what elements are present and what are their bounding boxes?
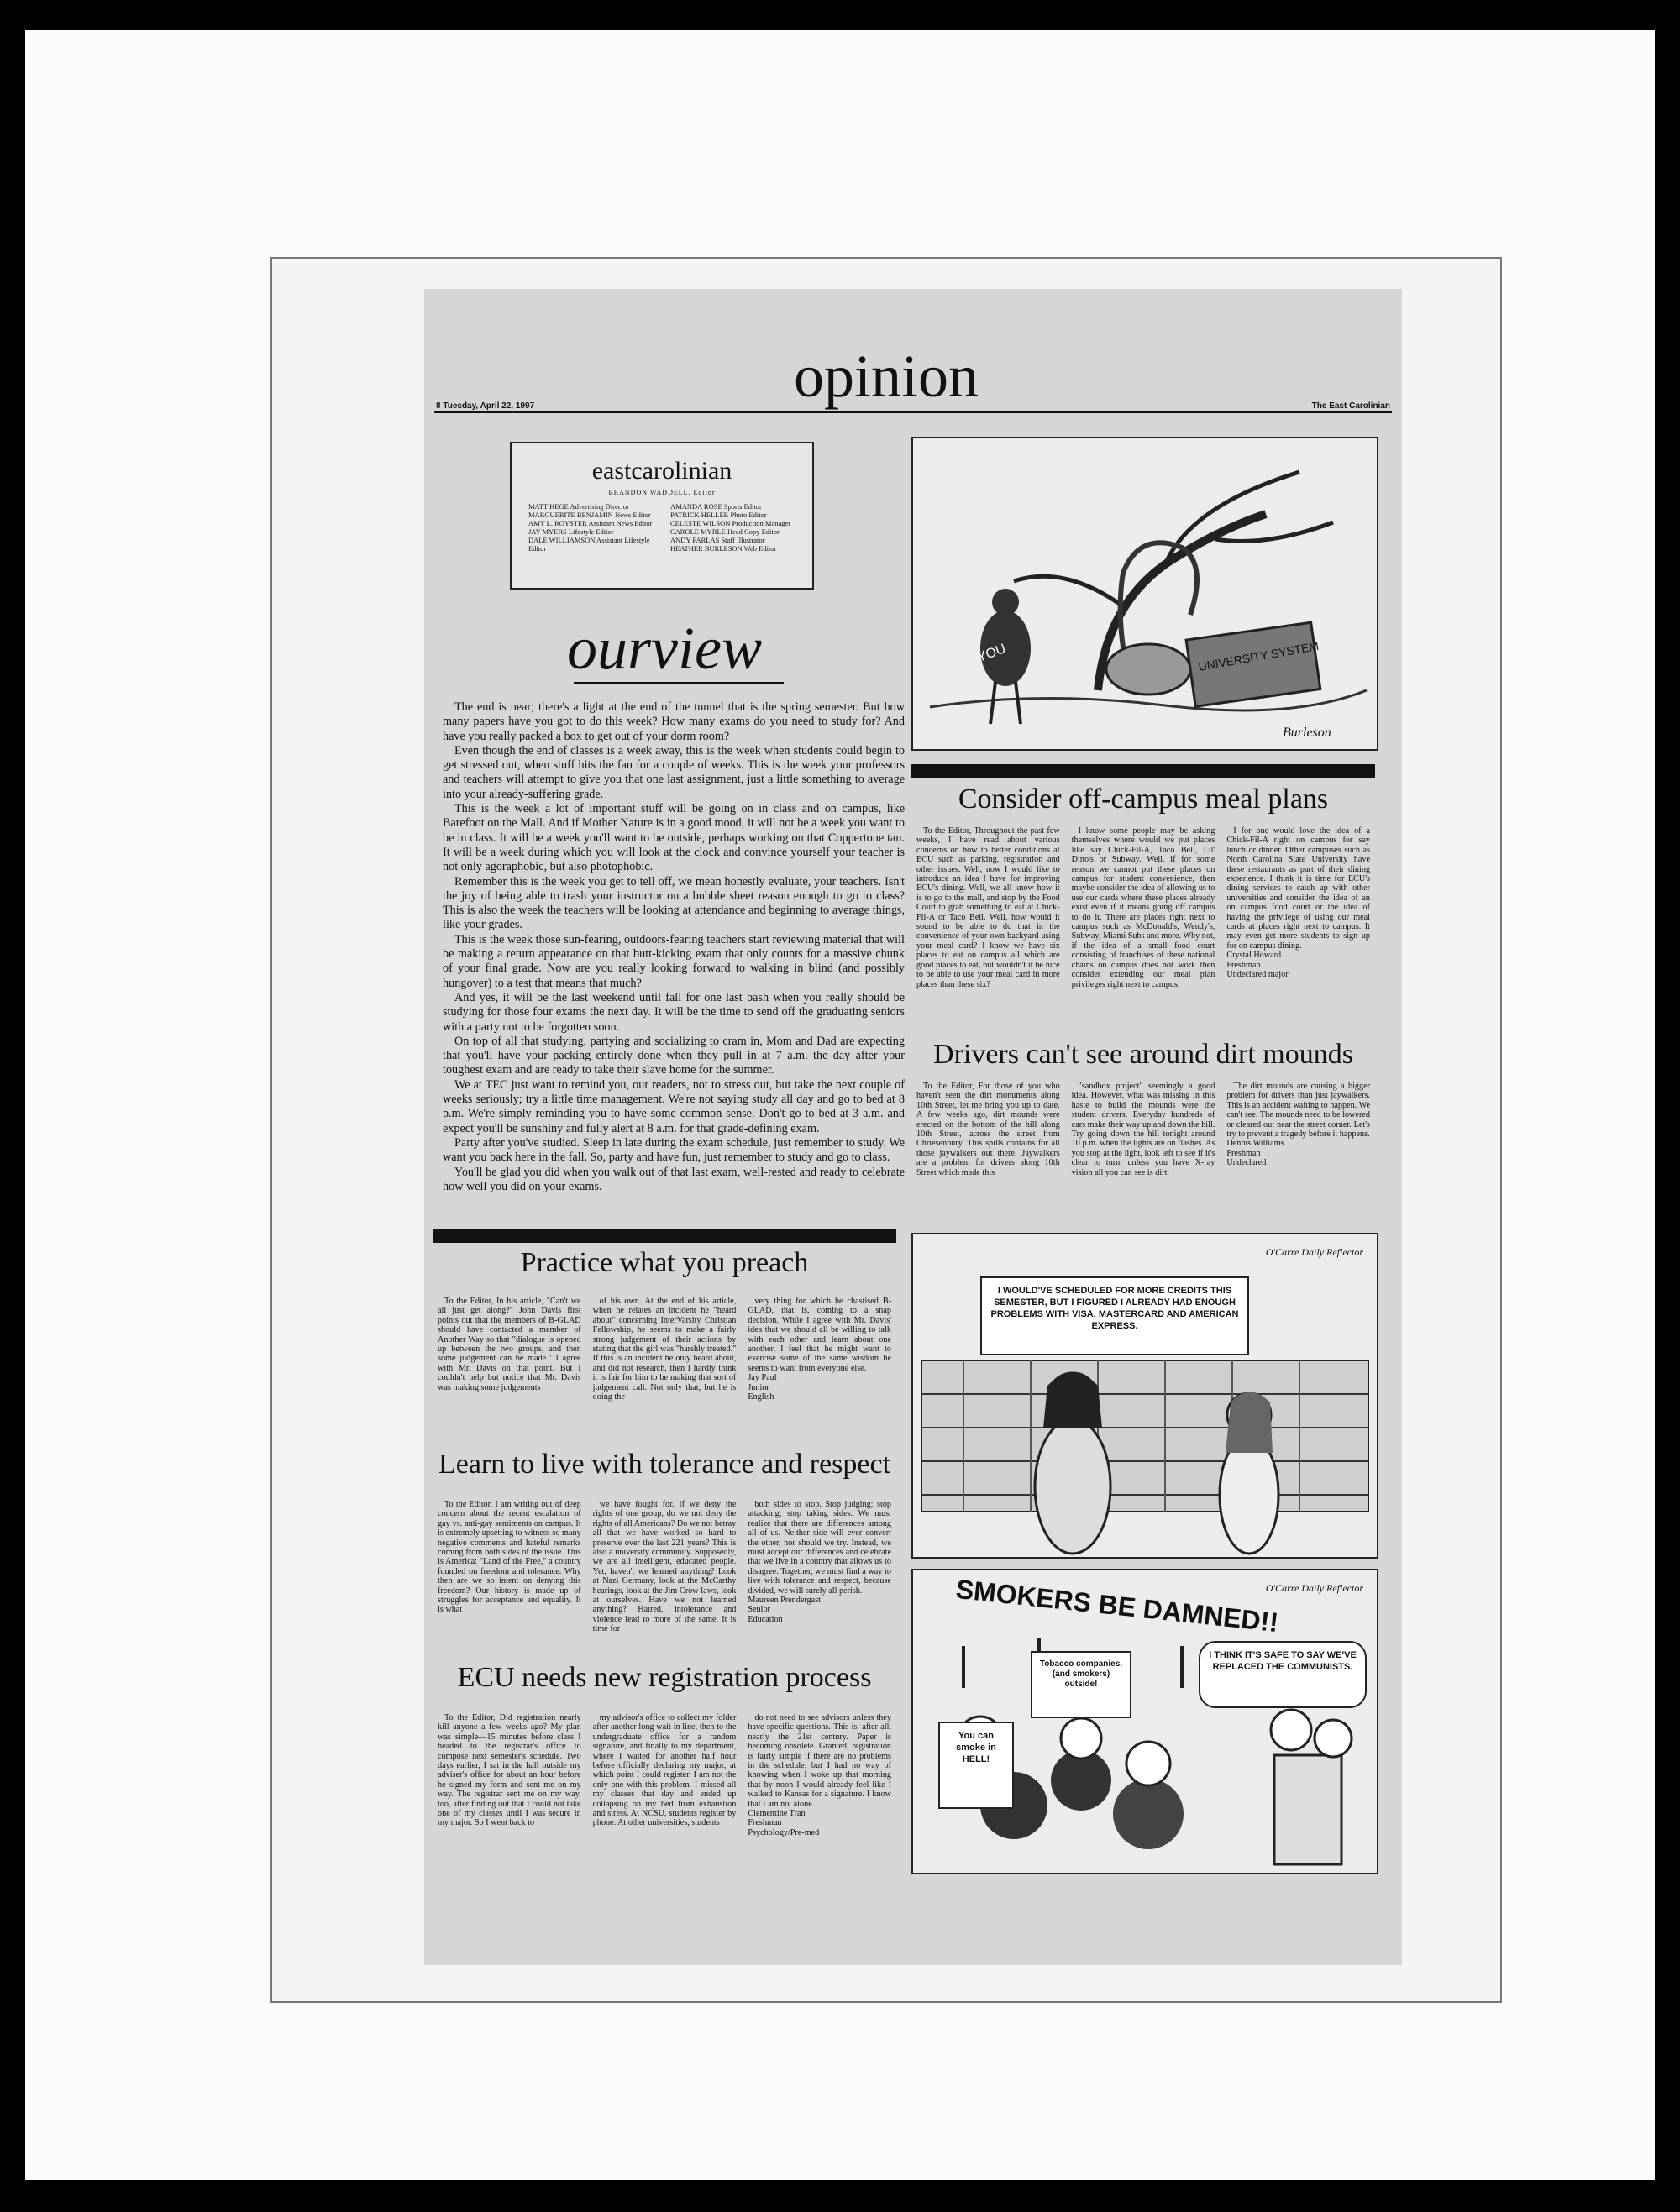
cartoon-signature: O'Carre Daily Reflector — [1265, 1246, 1363, 1258]
letter-signature: English — [748, 1392, 774, 1402]
letter-signature: Clementine Tran — [748, 1809, 806, 1819]
editorial-paragraph: This is the week a lot of important stuff will be going on in class and on campus, like Barefoot on the Mall. And if Mother Nature is in a good mood, it will not be a week you want to be in class. It will be a week you'll want to be outside, perhaps working on that Coppertone tan. It will be a week during which you will look at the clock and convince yourself your teacher is not only agoraphobic, but also photophobic. — [443, 802, 905, 874]
letter-signature: Undeclared major — [1226, 970, 1289, 980]
speech-bubble: I THINK IT'S SAFE TO SAY WE'VE REPLACED THE COMMUNISTS. — [1199, 1641, 1367, 1708]
staff-name: AMANDA ROSE Sports Editor — [670, 502, 762, 511]
editorial-paragraph: This is the week those sun-fearing, outdoors-fearing teachers start reviewing material that will be making a return appearance on that butt-kicking exam that only counts for a massive chunk of your final grade. Now are you really looking forward to walking in blind (and possibly hungover) to a test that means that much? — [443, 932, 905, 990]
masthead-box — [510, 442, 814, 590]
editorial-paragraph: Remember this is the week you get to tell off, we mean honestly evaluate, your teachers. Isn't the joy of being able to trash your instructor on a bubble sheet reason enough to go to class? This is also the week the teachers will be looking at attendance and beginning to average things, like your grades. — [443, 874, 905, 932]
letter-signature: Undeclared — [1226, 1158, 1267, 1168]
letter-signature: Freshman — [1226, 960, 1261, 970]
staff-right-column — [670, 502, 795, 553]
editorial-paragraph: On top of all that studying, partying and socializing to cram in, Mom and Dad are expecting that you'll have your packing entirely done when they pull in at 7 a.m. the day after your toughest exam and are ready to take their slave home for the summer. — [443, 1034, 905, 1077]
letter-signature: Dennis Williams — [1226, 1139, 1284, 1149]
staff-name: PATRICK HELLER Photo Editor — [670, 511, 767, 519]
section-title: opinion — [794, 343, 979, 410]
letter-preach-body — [438, 1297, 891, 1402]
headline-registration: ECU needs new registration process — [457, 1662, 872, 1693]
letter-column: do not need to see advisors unless they have specific questions. This is, after all, nearly the 21st century. Paper is becoming obsolete. Granted, registration is fairly simple if there are no problems in the schedule, but I had no way of knowing when I woke up that morning that by noon I would already feel like I walked to Kansas for a signature. I know that I am not alone. — [748, 1713, 892, 1809]
cartoon-signature: Burleson — [1283, 726, 1331, 740]
staff-name: CELESTE WILSON Production Manager — [670, 519, 791, 527]
smokers-cartoon — [911, 1569, 1378, 1874]
staff-name: CAROLE MYRLE Head Copy Editor — [670, 527, 780, 536]
editorial-paragraph: The end is near; there's a light at the end of the tunnel that is the spring semester. But how many papers have you got to do this week? How many exams do you need to study for? And have you really packed a box to get out of your dorm room? — [443, 700, 905, 743]
headline-preach: Practice what you preach — [520, 1247, 809, 1278]
credit-card-cartoon — [911, 1233, 1378, 1559]
staff-name: ANDY FARLAS Staff Illustrator — [670, 536, 765, 544]
letter-column: To the Editor, Did registration nearly kill anyone a few weeks ago? My plan was simple—15 minutes before class I headed to the registrar's office to compose next semester's schedule. Two days earlier, I sat in the hall outside my adviser's office for about an hour before he signed my form and sent me on my way. The registrar sent me on my way, too, after finding out that I could not take one of my classes until I was secure in my major. So I went back to — [438, 1713, 581, 1828]
header-rule — [434, 411, 1392, 413]
tree-cartoon — [911, 437, 1378, 751]
letter-mounds-body — [916, 1082, 1370, 1177]
you-label: YOU — [975, 642, 1008, 665]
letter-registration-body — [438, 1713, 891, 1837]
letter-column: To the Editor, For those of you who haven't seen the dirt monuments along 10th Street, let me bring you up to date. A few weeks ago, dirt mounds were erected on the bottom of the hill along 10th Street, across the street from Chriesenbury. This spills contains for all those jaywalkers out there. Jaywalkers are a problem for drivers along 10th Street which made this — [916, 1082, 1060, 1177]
section-bar — [911, 764, 1375, 778]
editorial-paragraph: You'll be glad you did when you walk out of that last exam, well-rested and ready to celebrate how well you did on your exams. — [443, 1165, 905, 1193]
staff-name: DALE WILLIAMSON Assistant Lifestyle Editor — [528, 536, 650, 553]
section-bar — [433, 1229, 896, 1243]
staff-name: AMY L. ROYSTER Assistant News Editor — [528, 519, 653, 527]
cartoon-signature: O'Carre Daily Reflector — [1265, 1582, 1363, 1594]
staff-name: MARGUERITE BENJAMIN News Editor — [528, 511, 651, 519]
letter-column: "sandbox project" seemingly a good idea. However, what was missing in this haste to build the mounds were the student drivers. Everyday hundreds of cars make their way up and down the hill. Try going down the hill tonight around 10 p.m. when the lights are on flashes. As you stop at the light, look left to see if it's clear to turn, unless you have X-ray vision all you can see is dirt. — [1071, 1082, 1215, 1177]
editorial-paragraph: We at TEC just want to remind you, our readers, not to stress out, but take the next couple of weeks seriously; try a little time management. We're not saying study all day and go to bed at 8 p.m. We're simply reminding you to have some common sense. Don't go to bed at 3 a.m. and expect you'll be sunshiny and fully alert at 8 a.m. for that grade-defining exam. — [443, 1077, 905, 1135]
letter-signature: Maureen Prendergast — [748, 1596, 822, 1606]
editorial-body — [443, 700, 905, 1194]
letter-column: I know some people may be asking themselves where would we put places like say Chick-Fil-A, Taco Bell, Lil' Dino's or Subway. Well, if for some reason we cannot put these places on campus for student convenience, then maybe consider the idea of allowing us to use our cards where these places already exist even if it means going off campus to do it. There are places right next to campus such as McDonald's, Wendy's, Subway, Miami Subs and more. Why not, if the idea of a small food court consisting of franchises of these national chains on campus does not work then consider extending our meal plan privileges right next to campus. — [1071, 826, 1215, 989]
protest-sign: You can smoke in HELL! — [938, 1722, 1014, 1809]
newspaper-page — [424, 289, 1402, 1965]
letter-signature: Education — [748, 1614, 783, 1624]
protest-sign: Tobacco companies, (and smokers) outside! — [1031, 1651, 1131, 1718]
editorial-paragraph: Party after you've studied. Sleep in late during the exam schedule, just remember to study. We want you back here in the fall. So, party and have fun, just remember to study and go to class. — [443, 1135, 905, 1165]
letter-column: To the Editor, Throughout the past few weeks, I have read about various concerns on how to better conditions at ECU such as parking, registration and other issues. Well, now I would like to introduce an idea I have for improving ECU's dining. Well, we all know how it is to go to the mall, and stop by the Food Court to grab something to eat at Chick-Fil-A or Taco Bell. Well, how would it sound to be able to do that in the convenience of your own backyard using your meal card? I know we have six places to eat on campus all which are good places to eat, but wouldn't it be nice to be able to use your meal card in more places than these six? — [916, 826, 1060, 989]
letter-signature: Senior — [748, 1605, 770, 1615]
letter-signature: Jay Paul — [748, 1373, 777, 1383]
letter-signature: Psychology/Pre-med — [748, 1827, 820, 1837]
letter-signature: Crystal Howard — [1226, 951, 1282, 961]
tree-cartoon-drawing — [913, 438, 1377, 749]
speech-bubble: I WOULD'VE SCHEDULED FOR MORE CREDITS THIS SEMESTER, BUT I FIGURED I ALREADY HAD ENOUGH PROBLEMS WITH VISA, MASTERCARD AND AMERICAN EXPRESS. — [980, 1276, 1249, 1355]
headline-meal: Consider off-campus meal plans — [958, 784, 1329, 815]
editorial-paragraph: Even though the end of classes is a week away, this is the week when students could begin to get stressed out, when stuff hits the fan for a couple of weeks. This is the week your professors and teachers will attempt to give you that one last assignment, just a little something to average into your already-suffering grade. — [443, 743, 905, 801]
letter-column: both sides to stop. Stop judging; stop attacking; stop taking sides. We must realize that there are differences among all of us. Neither side will ever convert the other, nor should we try. Instead, we must accept our differences and celebrate that we live in a country that allows us to disagree. Together, we must find a way to live with tolerance and respect, because divided, we will surely all perish. — [748, 1500, 892, 1596]
ourview-title: ourview — [567, 615, 762, 682]
headline-tolerance: Learn to live with tolerance and respect — [438, 1449, 891, 1480]
letter-tolerance-body — [438, 1500, 891, 1634]
letter-column: I for one would love the idea of a Chick-Fil-A right on campus for say lunch or dinner. Other campuses such as North Carolina State University have these restaurants as part of their dining experience. I think it is time for ECU's dining services to catch up with other universities and consider the idea of an on campus food court or the idea of having the privilege of using our meal cards at places right next to campus. It may even get more students to sign up for on campus dining. — [1226, 826, 1371, 951]
masthead-name: eastcarolinian — [591, 457, 732, 485]
staff-list — [528, 502, 795, 553]
letter-column: we have fought for. If we deny the rights of one group, do we not deny the rights of all Americans? Do we not betray all that we have worked so hard to preserve over the last 221 years? This is also a university community. Supposedly, we are all intelligent, educated people. Yet, haven't we learned anything? Look at Nazi Germany, look at the McCarthy hearings, look at the Jim Crow laws, look at ourselves. Have we not learned anything? Hatred, intolerance and violence lead to more of the same. It is time for — [592, 1500, 737, 1634]
letter-column: To the Editor, I am writing out of deep concern about the recent escalation of gay vs. anti-gay sentiments on campus. It is extremely upsetting to witness so many negative comments and hateful remarks coming from both sides of the issue. This is America: "Land of the Free," a country founded on freedom and tolerance. Why then are we so intent on denying this freedom? Our history is made up of struggles for acceptance and equality. It is what — [438, 1500, 581, 1615]
university-label: UNIVERSITY SYSTEM — [1197, 638, 1320, 674]
dateline: 8 Tuesday, April 22, 1997 — [436, 401, 535, 411]
staff-name: HEATHER BURLESON Web Editor — [670, 544, 777, 553]
letter-column: my advisor's office to collect my folder after another long wait in line, then to the undergraduate office for a random signature, and finally to my department, where I waited for another half hour before officially declaring my major, at which point I could register. I am not the only one with this problem. I missed all my classes that day and ended up collapsing on my bed from exhaustion and stress. At NCSU, students register by phone. At other universities, students — [592, 1713, 737, 1828]
letter-signature: Freshman — [748, 1818, 782, 1828]
letter-column: very thing for which he chastised B-GLAD, that is, coming to a snap decision. While I agree with Mr. Davis' idea that we should all be willing to talk with each other and learn about one another, I feel that he might want to exercise some of the same wisdom he seems to want from everyone else. — [748, 1297, 892, 1373]
letter-column: of his own. At the end of his article, when he relates an incident he "heard about" concerning InterVarsity Christian Fellowship, he seems to make a fairly strong judgement of their actions by stating that the girl was "harshly treated." If this is an incident he only heard about, and did not research, then I hardly think it is fair for him to be making that sort of judgement call. Not only that, but he is doing the — [592, 1297, 737, 1402]
letter-column: To the Editor, In his article, "Can't we all just get along?" John Davis first points out that the members of B-GLAD should have contacted a member of Another Way so that "dialogue is opened up between the two groups, and then some judgement can be made." I agree with Mr. Davis on that point. But I couldn't help but notice that Mr. Davis was making some judgements — [438, 1297, 581, 1392]
headline-mounds: Drivers can't see around dirt mounds — [933, 1039, 1353, 1070]
staff-left-column — [528, 502, 654, 553]
ourview-rule — [574, 682, 784, 684]
letter-meal-body — [916, 826, 1370, 989]
editorial-paragraph: And yes, it will be the last weekend until fall for one last bash when you really should be studying for those four exams the next day. It will be the time to send off the graduating seniors with a party not to be forgotten soon. — [443, 990, 905, 1034]
letter-signature: Freshman — [1226, 1148, 1261, 1158]
cartoon-title: SMOKERS BE DAMNED!! — [954, 1573, 1280, 1638]
paper-name: The East Carolinian — [1311, 401, 1390, 411]
staff-name: MATT HEGE Advertising Director — [528, 502, 630, 511]
staff-name: JAY MYERS Lifestyle Editor — [528, 527, 614, 536]
letter-signature: Junior — [748, 1382, 769, 1392]
masthead-editor: BRANDON WADDELL, Editor — [608, 489, 716, 496]
letter-column: The dirt mounds are causing a bigger problem for drivers than just jaywalkers. This is an accident waiting to happen. We can't see. The mounds need to be lowered or cleared out near the street corner. Let's try to prevent a tragedy before it happens. — [1226, 1082, 1371, 1140]
